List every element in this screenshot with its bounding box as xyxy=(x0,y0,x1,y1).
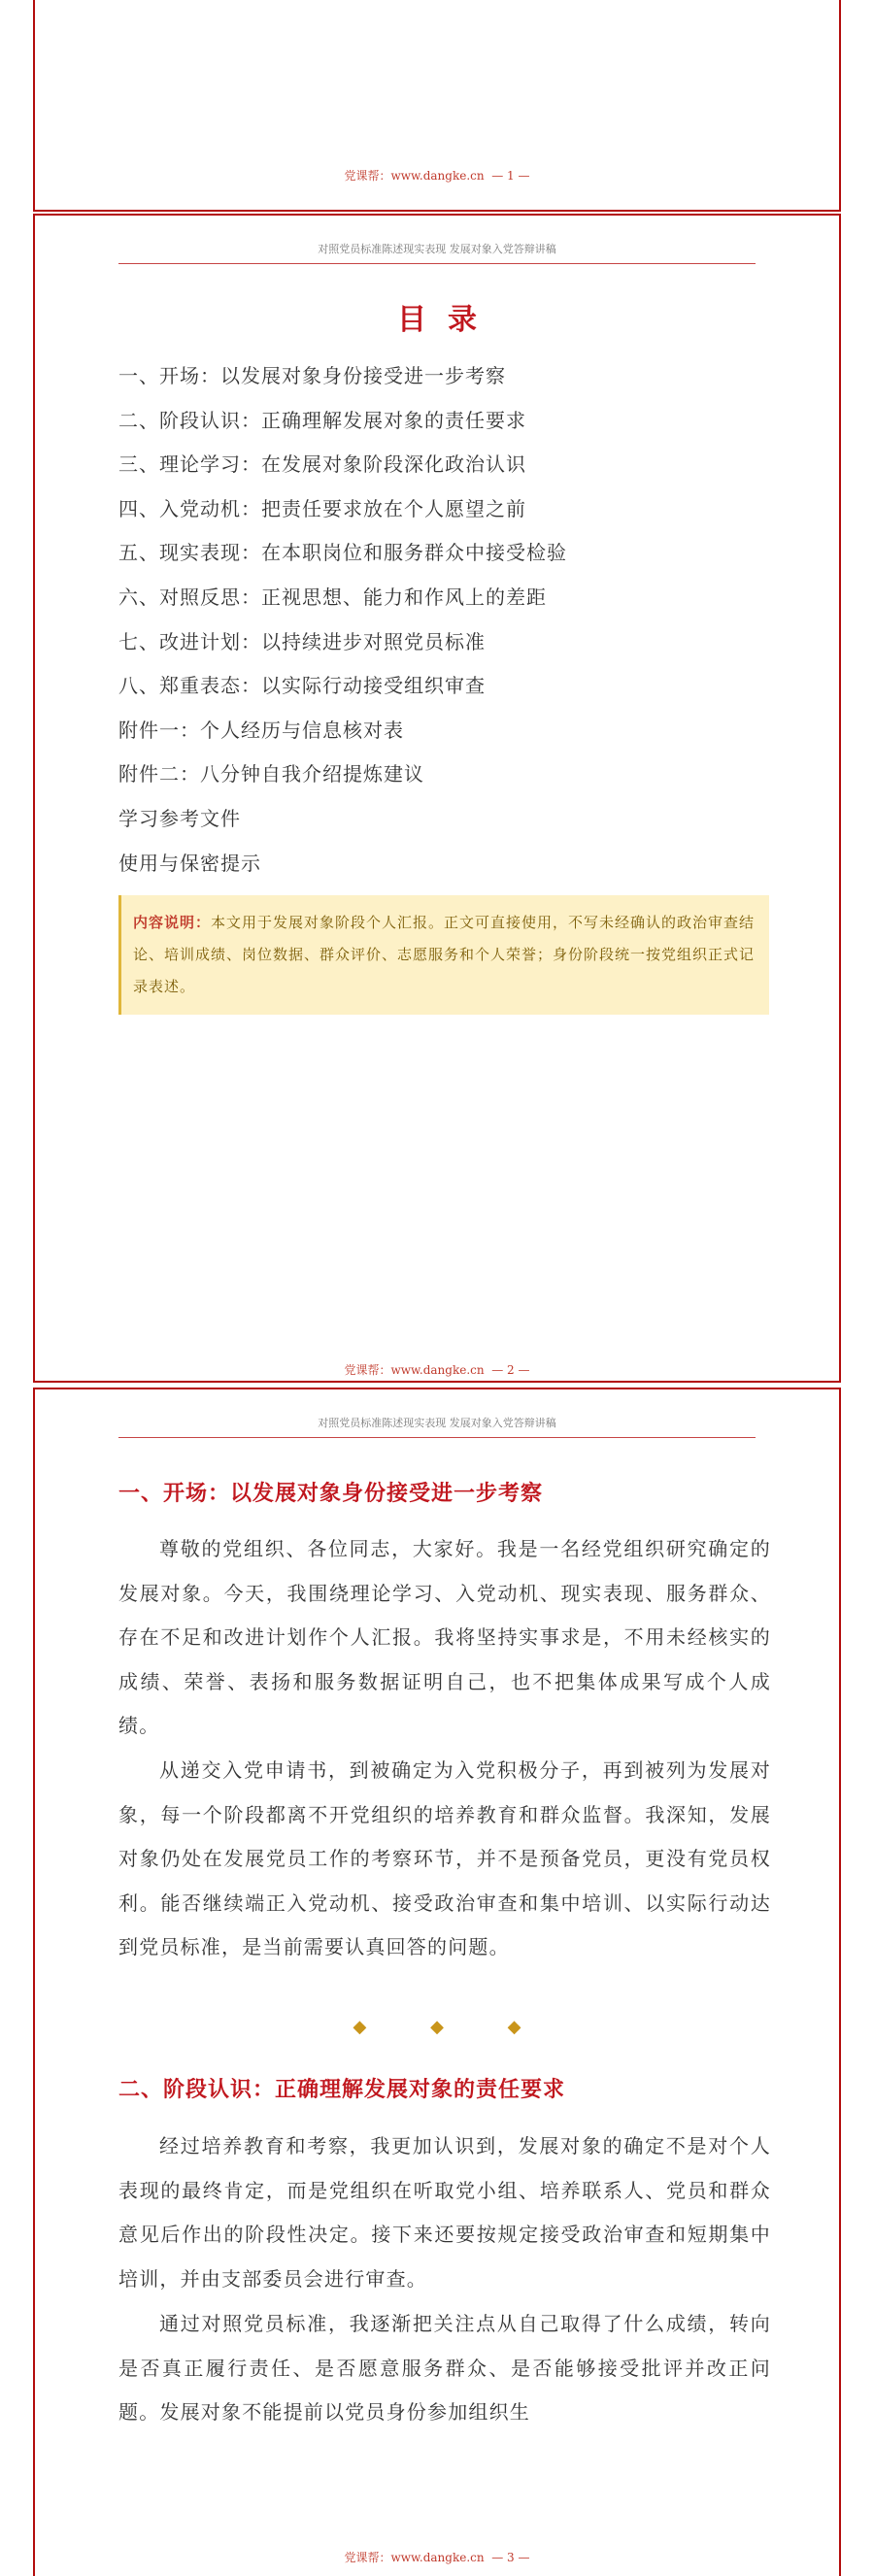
section-paragraph: 通过对照党员标准，我逐渐把关注点从自己取得了什么成绩，转向是否真正履行责任、是否愿意服务群众、是否能够接受批评并改正问题。发展对象不能提前以党员身份参加组织生 xyxy=(118,2312,771,2425)
page-number: — 1 — xyxy=(491,169,530,183)
section-paragraph: 尊敬的党组织、各位同志，大家好。我是一名经党组织研究确定的发展对象。今天，我围绕理论学习、入党动机、现实表现、服务群众、存在不足和改进计划作个人汇报。我将坚持实事求是，不用未经核实的成绩、荣誉、表扬和服务数据证明自己，也不把集体成果写成个人成绩。 xyxy=(118,1537,771,1738)
toc-item: 三、理论学习：在发展对象阶段深化政治认识 xyxy=(118,452,526,477)
toc-item: 六、对照反思：正视思想、能力和作风上的差距 xyxy=(118,585,547,609)
content-note xyxy=(118,895,769,1015)
section-divider: ◆ ◆ ◆ xyxy=(353,2017,551,2037)
section-title: 二、阶段认识：正确理解发展对象的责任要求 xyxy=(118,2077,566,2102)
section-paragraph: 经过培养教育和考察，我更加认识到，发展对象的确定不是对个人表现的最终肯定，而是党组织在听取党小组、培养联系人、党员和群众意见后作出的阶段性决定。接下来还要按规定接受政治审查和短期集中培训，并由支部委员会进行审查。 xyxy=(118,2134,771,2291)
toc-list xyxy=(118,366,567,897)
page-3 xyxy=(33,1388,841,2576)
toc-item: 八、郑重表态：以实际行动接受组织审查 xyxy=(118,674,486,698)
toc-item: 附件二：八分钟自我介绍提炼建议 xyxy=(118,762,424,786)
toc-item: 附件一：个人经历与信息核对表 xyxy=(118,718,404,742)
note-text: 本文用于发展对象阶段个人汇报。正文可直接使用，不写未经确认的政治审查结论、培训成绩、岗位数据、群众评价、志愿服务和个人荣誉；身份阶段统一按党组织正式记录表述。 xyxy=(133,914,756,995)
page-footer: 党课帮：www.dangke.cn — 3 — xyxy=(344,2551,530,2564)
toc-item: 一、开场：以发展对象身份接受进一步考察 xyxy=(118,364,506,387)
toc-item: 五、现实表现：在本职岗位和服务群众中接受检验 xyxy=(118,541,567,565)
toc-item: 使用与保密提示 xyxy=(118,851,261,875)
toc-title: 目录 xyxy=(397,303,498,337)
toc-item: 七、改进计划：以持续进步对照党员标准 xyxy=(118,629,486,653)
running-header: 对照党员标准陈述现实表现 发展对象入党答辩讲稿 xyxy=(118,1415,756,1438)
page-2 xyxy=(33,214,841,1383)
page-number: — 2 — xyxy=(491,1363,530,1377)
toc-item: 学习参考文件 xyxy=(118,806,241,830)
page-footer: 党课帮：www.dangke.cn — 1 — xyxy=(344,169,530,183)
note-label: 内容说明： xyxy=(133,914,212,931)
page-number: — 3 — xyxy=(491,2551,530,2564)
section-title: 一、开场：以发展对象身份接受进一步考察 xyxy=(118,1481,544,1506)
toc-item: 二、阶段认识：正确理解发展对象的责任要求 xyxy=(118,408,526,432)
running-header: 对照党员标准陈述现实表现 发展对象入党答辩讲稿 xyxy=(118,241,756,264)
section-paragraph: 从递交入党申请书，到被确定为入党积极分子，再到被列为发展对象，每一个阶段都离不开党组织的培养教育和群众监督。我深知，发展对象仍处在发展党员工作的考察环节，并不是预备党员，更没有党员权利。能否继续端正入党动机、接受政治审查和集中培训、以实际行动达到党员标准，是当前需要认真回答的问题。 xyxy=(118,1758,771,1959)
toc-item: 四、入党动机：把责任要求放在个人愿望之前 xyxy=(118,496,526,520)
page-footer: 党课帮：www.dangke.cn — 2 — xyxy=(344,1363,530,1377)
page-1 xyxy=(33,0,841,212)
